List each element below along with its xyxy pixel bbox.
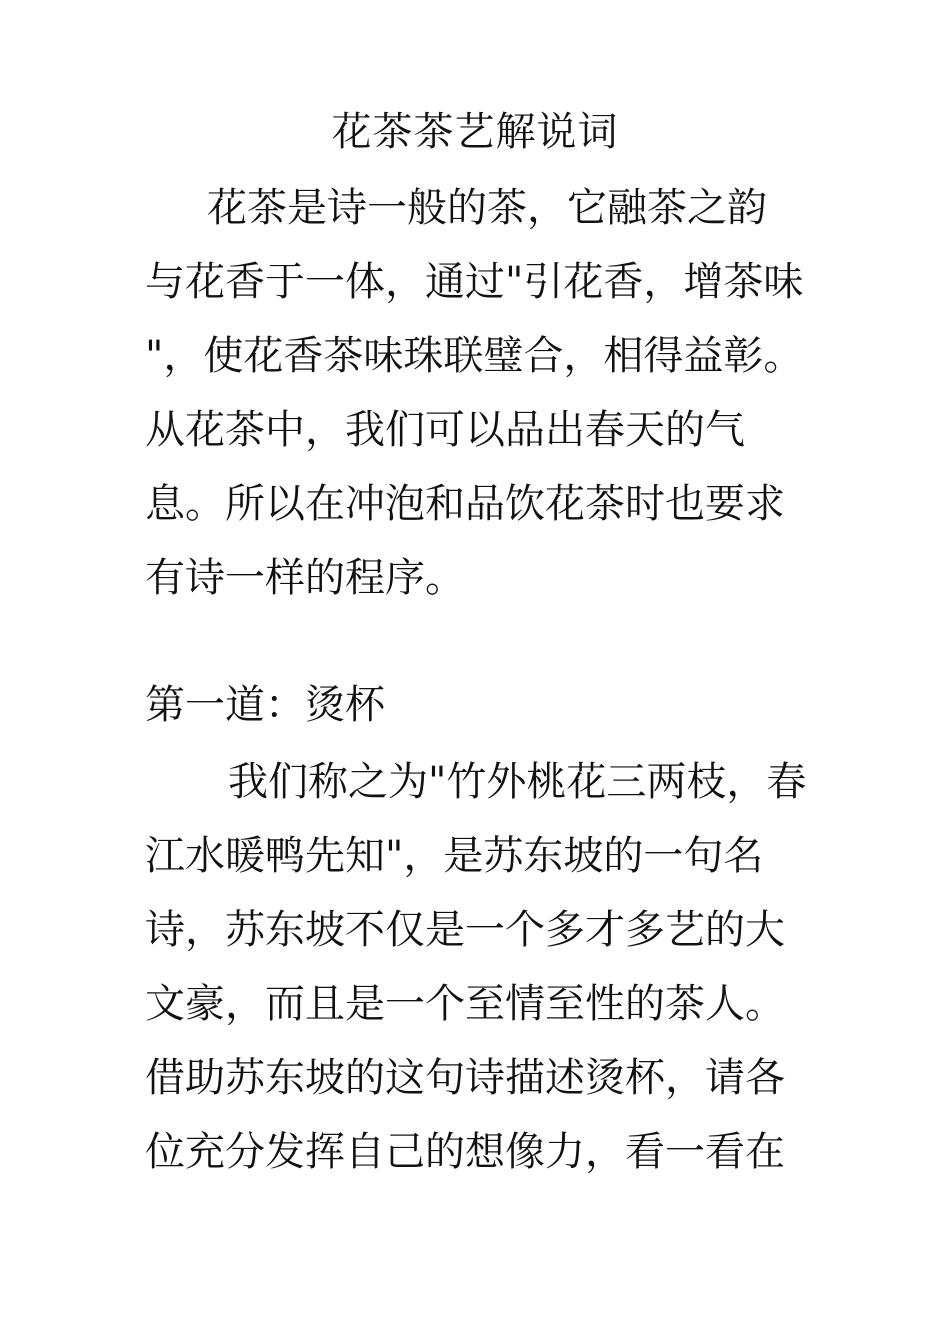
section-heading: 第一道：烫杯 [145, 682, 385, 728]
section-line-1: 我们称之为"竹外桃花三两枝，春 [228, 759, 807, 805]
section-line-6: 位充分发挥自己的想像力，看一看在 [145, 1129, 785, 1175]
section-line-3: 诗，苏东坡不仅是一个多才多艺的大 [145, 907, 785, 953]
intro-line-1: 花茶是诗一般的茶，它融茶之韵 [207, 185, 767, 231]
section-line-5: 借助苏东坡的这句诗描述烫杯，请各 [145, 1055, 785, 1101]
intro-line-3: "，使花香茶味珠联璧合，相得益彰。 [145, 333, 804, 379]
intro-line-4: 从花茶中，我们可以品出春天的气 [145, 407, 745, 453]
intro-line-2: 与花香于一体，通过"引花香，增茶味 [145, 259, 804, 305]
section-line-2: 江水暖鸭先知"，是苏东坡的一句名 [145, 833, 764, 879]
document-title: 花茶茶艺解说词 [331, 109, 619, 155]
intro-line-5: 息。所以在冲泡和品饮花茶时也要求 [145, 481, 785, 527]
intro-line-6: 有诗一样的程序。 [145, 555, 465, 601]
section-line-4: 文豪，而且是一个至情至性的茶人。 [145, 981, 785, 1027]
